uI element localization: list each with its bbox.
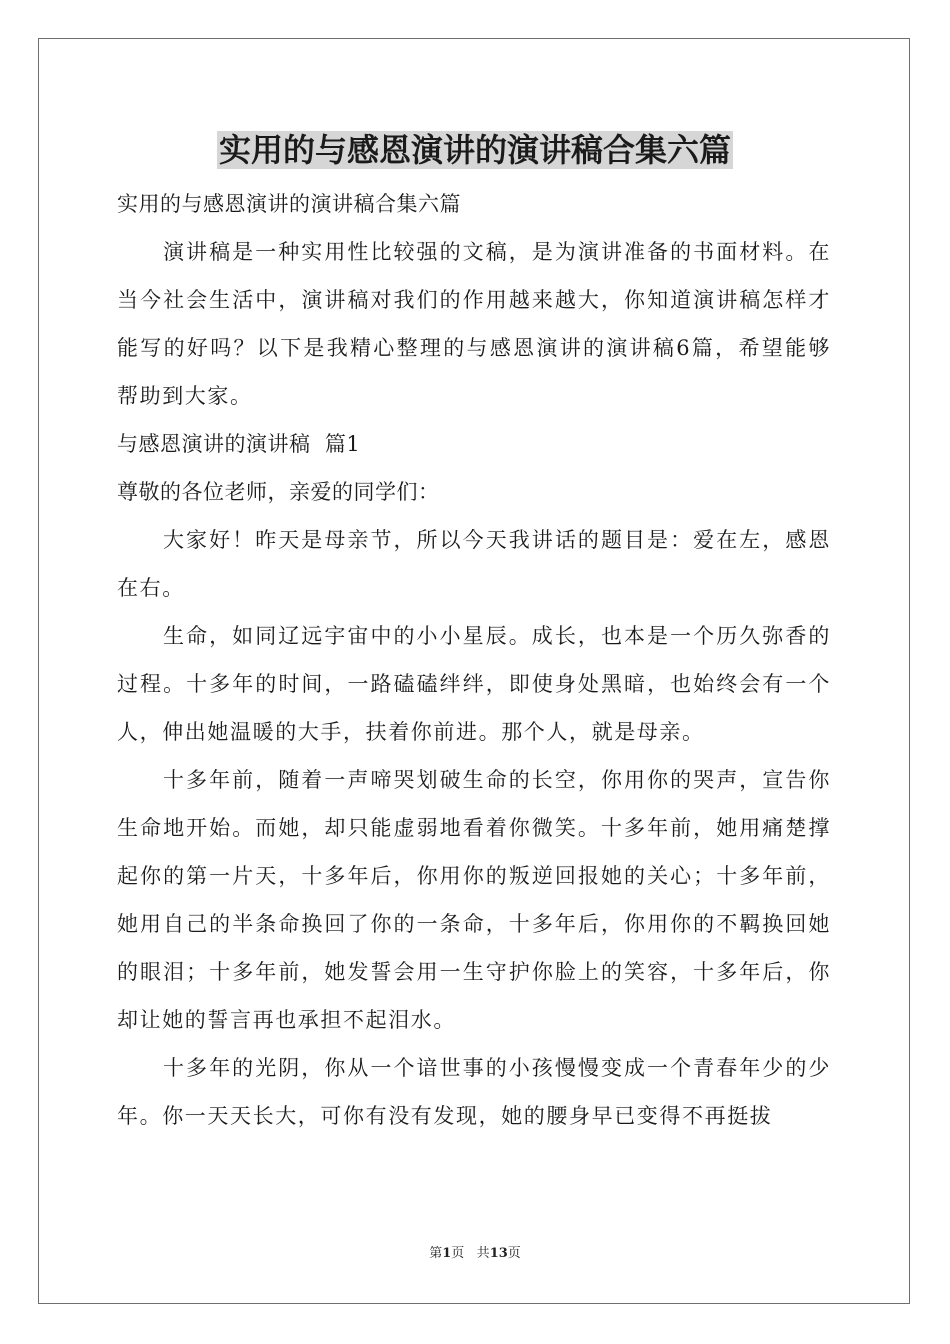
document-title-text: 实用的与感恩演讲的演讲稿合集六篇 [218,131,731,169]
document-subtitle: 实用的与感恩演讲的演讲稿合集六篇 [117,192,461,216]
page-prefix: 第 [429,1246,443,1261]
page-footer [0,1245,950,1263]
section-heading: 与感恩演讲的演讲稿 篇1 [117,432,361,456]
body-paragraph-2: 生命，如同辽远宇宙中的小小星辰。成长，也本是一个历久弥香的过程。十多年的时间，一路磕磕绊绊，即使身处黑暗，也始终会有一个人，伸出她温暖的大手，扶着你前进。那个人，就是母亲。 [117,624,831,744]
document-title [0,126,950,174]
salutation: 尊敬的各位老师，亲爱的同学们： [117,480,440,504]
total-suffix: 页 [507,1246,521,1261]
document-body [117,180,831,1140]
body-paragraph-4: 十多年的光阴，你从一个谙世事的小孩慢慢变成一个青春年少的少年。你一天天长大，可你有没有发现，她的腰身早已变得不再挺拔 [117,1056,831,1128]
page-suffix: 页 [451,1246,465,1261]
page-number: 1 [442,1246,452,1261]
total-prefix: 共 [476,1246,490,1261]
intro-paragraph: 演讲稿是一种实用性比较强的文稿，是为演讲准备的书面材料。在当今社会生活中，演讲稿对我们的作用越来越大，你知道演讲稿怎样才能写的好吗？以下是我精心整理的与感恩演讲的演讲稿6篇，希望能够帮助到大家。 [117,240,831,408]
body-paragraph-1: 大家好！昨天是母亲节，所以今天我讲话的题目是：爱在左，感恩在右。 [117,528,831,600]
body-paragraph-3: 十多年前，随着一声啼哭划破生命的长空，你用你的哭声，宣告你生命地开始。而她，却只能虚弱地看着你微笑。十多年前，她用痛楚撑起你的第一片天，十多年后，你用你的叛逆回报她的关心；十多年前，她用自己的半条命换回了你的一条命，十多年后，你用你的不羁换回她的眼泪；十多年前，她发誓会用一生守护你脸上的笑容，十多年后，你却让她的誓言再也承担不起泪水。 [117,768,831,1032]
total-pages: 13 [489,1246,508,1261]
